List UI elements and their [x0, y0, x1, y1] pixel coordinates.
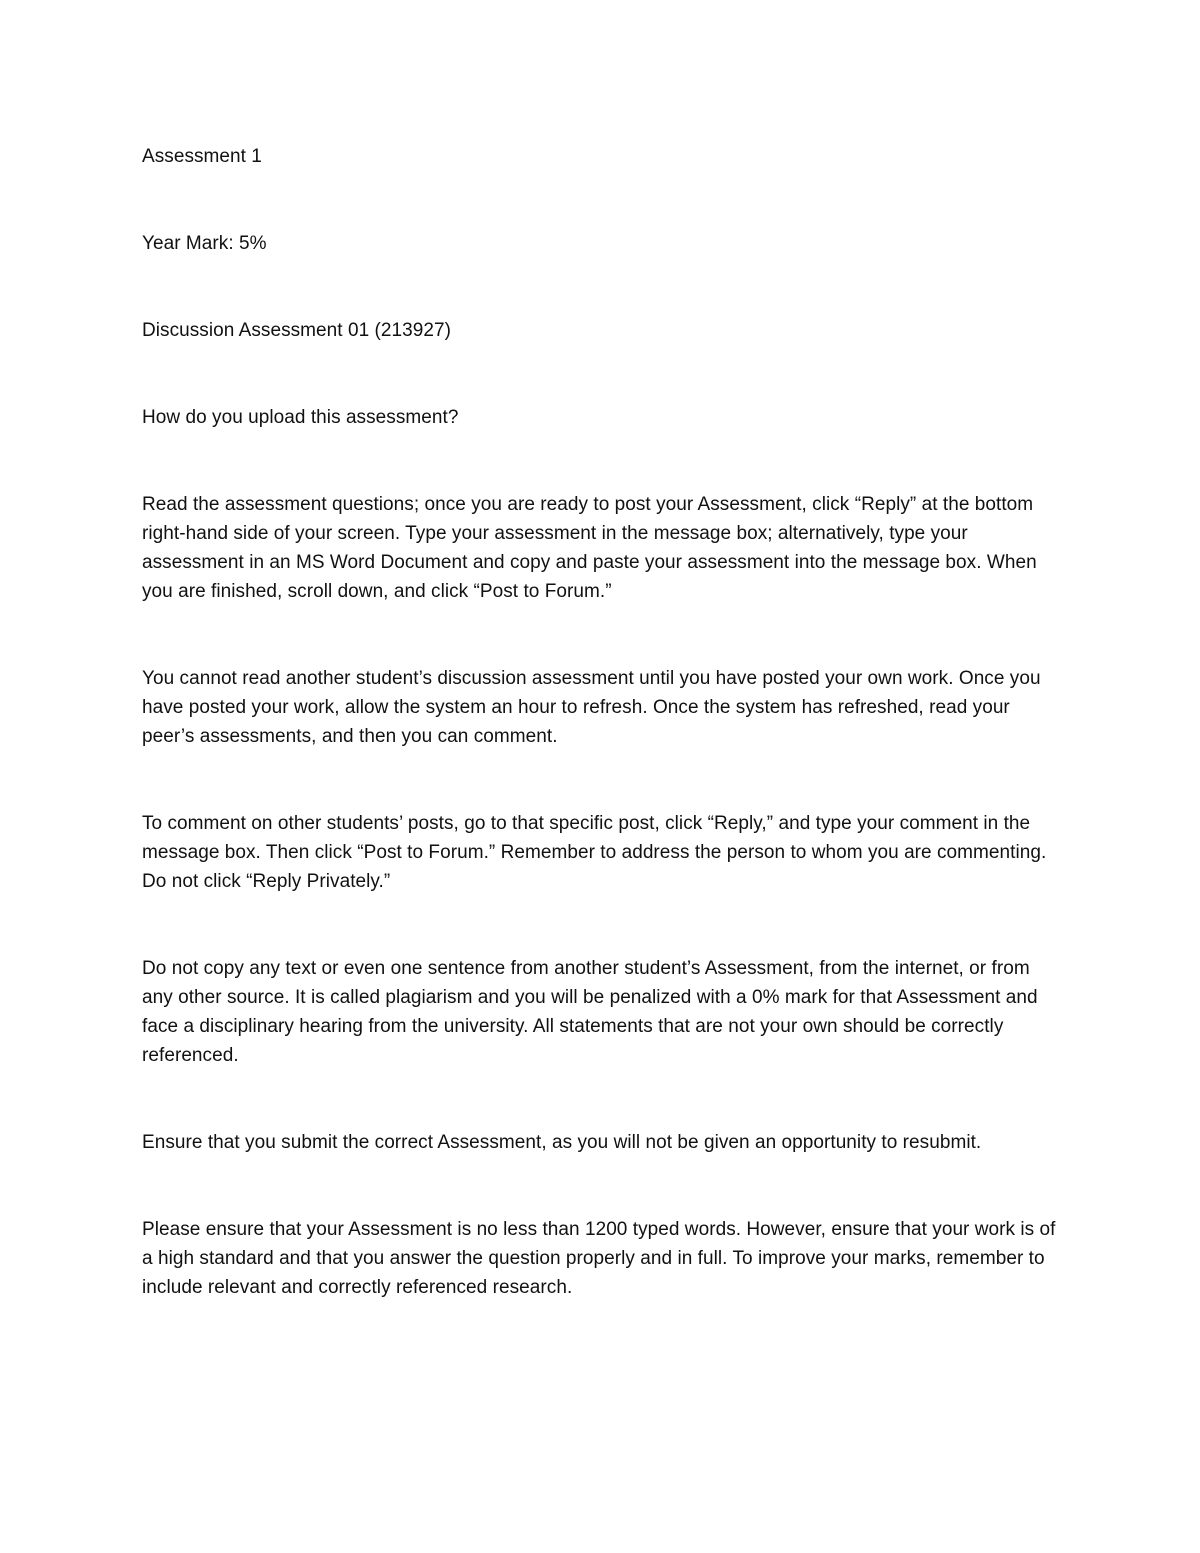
upload-question: How do you upload this assessment?: [142, 407, 459, 428]
document-title: Assessment 1: [142, 146, 262, 167]
discussion-assessment-title: Discussion Assessment 01 (213927): [142, 320, 451, 341]
document-body: [142, 142, 1062, 1302]
year-mark: Year Mark: 5%: [142, 233, 267, 254]
plagiarism-paragraph: Do not copy any text or even one sentence from another student’s Assessment, from the internet, or from any other source. It is called plagiarism and you will be penalized with a 0% mark for that Assessment and face a disciplinary hearing from the university. All statements that are not your own should be correctly referenced.: [142, 958, 1038, 1066]
commenting-paragraph: To comment on other students’ posts, go to that specific post, click “Reply,” and type your comment in the message box. Then click “Post to Forum.” Remember to address the person to whom you are commenting. Do not click “Reply Privately.”: [142, 813, 1047, 892]
instructions-paragraph: Read the assessment questions; once you are ready to post your Assessment, click “Reply” at the bottom right-hand side of your screen. Type your assessment in the message box; alternatively, type your assessment in an MS Word Document and copy and paste your assessment into the message box. When you are finished, scroll down, and click “Post to Forum.”: [142, 494, 1037, 602]
word-count-paragraph: Please ensure that your Assessment is no less than 1200 typed words. However, ensure that your work is of a high standard and that you answer the question properly and in full. To improve your marks, remember to include relevant and correctly referenced research.: [142, 1219, 1056, 1298]
submission-paragraph: Ensure that you submit the correct Assessment, as you will not be given an opportunity to resubmit.: [142, 1132, 982, 1153]
peer-access-paragraph: You cannot read another student’s discussion assessment until you have posted your own work. Once you have posted your work, allow the system an hour to refresh. Once the system has refreshed, read your peer’s assessments, and then you can comment.: [142, 668, 1041, 747]
